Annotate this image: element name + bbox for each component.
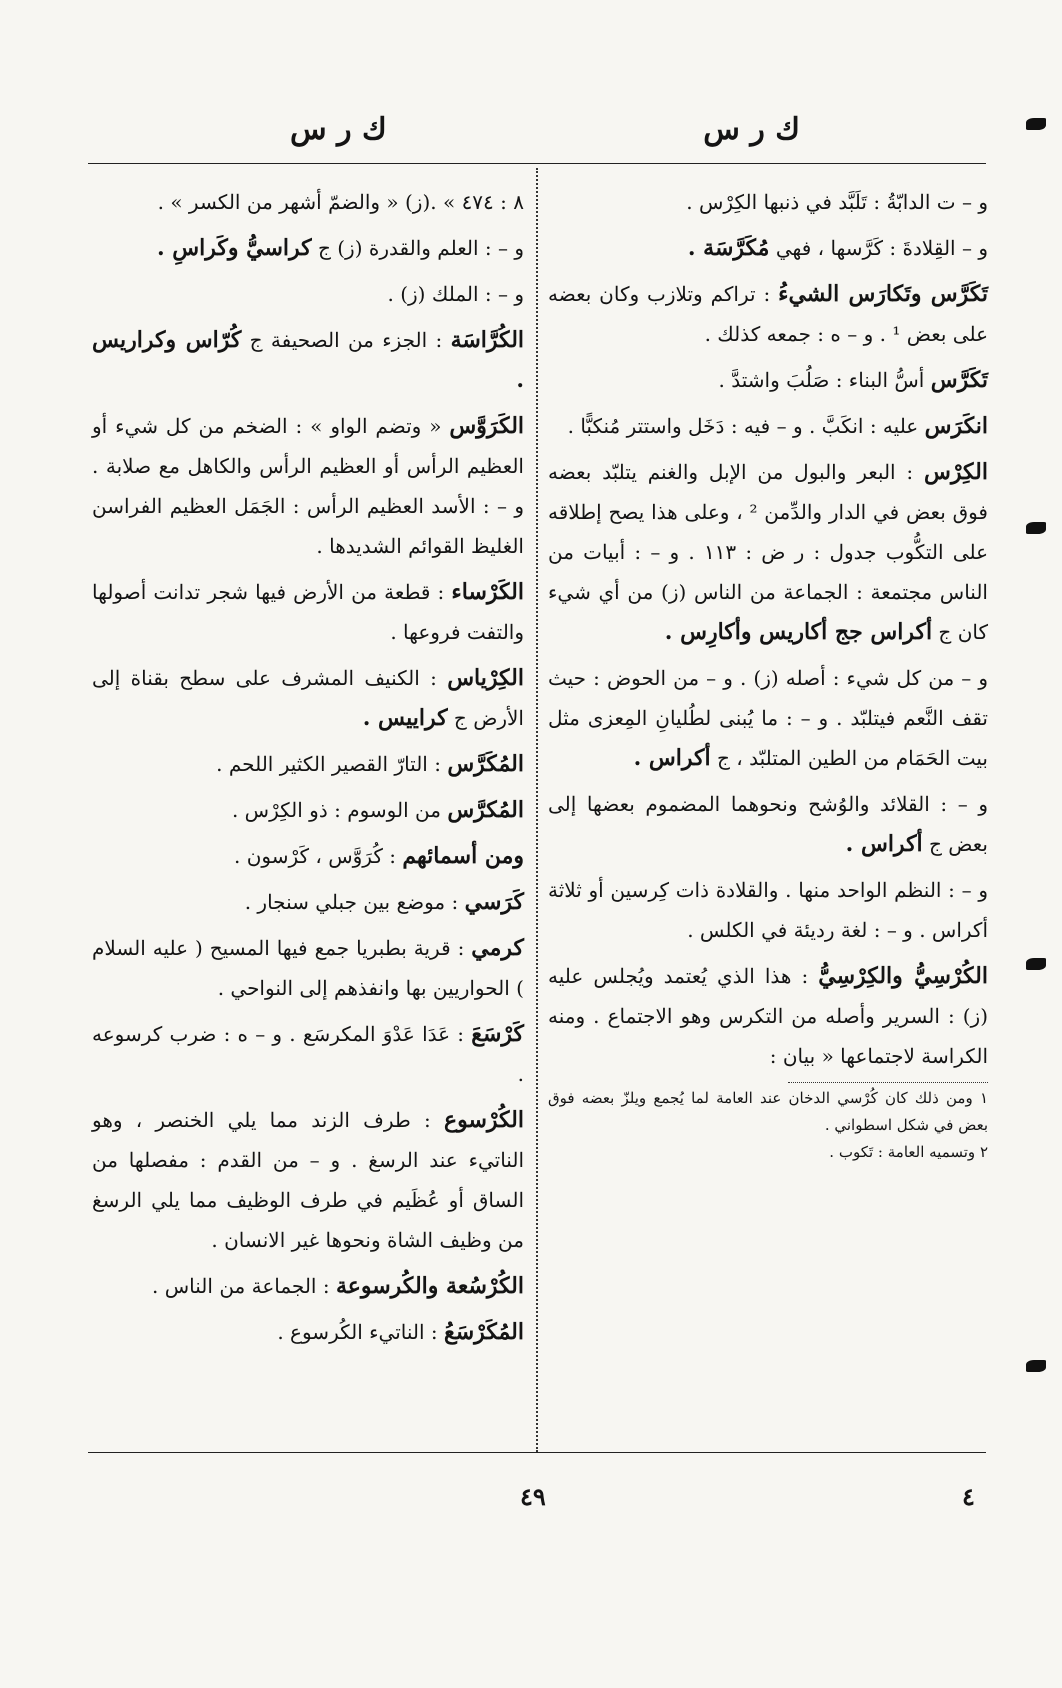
entry-definition: : عَدَا عَدْوَ المكرسَع . و – ه : ضرب كرسوعه .: [92, 1022, 524, 1086]
headword: كَرْسَعَ: [471, 1021, 525, 1047]
edge-mark: [1026, 522, 1046, 534]
dictionary-entry: [548, 452, 988, 652]
dictionary-entry: [92, 320, 524, 400]
entry-definition: و – من كل شيء : أصله (ز) . و – من الحوض : حيث تقف النَّعم فيتلبّد . و – : ما يُبنى لطُليانِ المِعزى مثل بيت الحَمَام من الطين المتلبّد ، ج: [548, 666, 988, 770]
edge-mark: [1026, 118, 1046, 130]
plural-form: كراسيُّ وكَراسِ .: [156, 235, 312, 261]
headword: الكِرْياس: [447, 665, 524, 691]
dictionary-entry: [548, 360, 988, 400]
right-column-entries: [548, 182, 988, 1076]
entry-definition: عليه : انكَبَّ . و – فيه : دَخَل واستتر مُنكبًّا .: [567, 414, 919, 438]
entry-definition: : البعر والبول من الإبل والغنم يتلبّد بعضه فوق بعض في الدار والدِّمن ² ، وعلى هذا يصح إطلاقه على التكُّوب جدول : ر ض : ١١٣ . و – : أبيات من الناس مجتمعة : الجماعة من الناس (ز) من أي شيء كان ج: [548, 460, 989, 644]
entry-definition: : الجماعة من الناس .: [152, 1274, 330, 1298]
entry-definition: : كُرَوَّس ، كَرْسون .: [234, 844, 396, 868]
dictionary-entry: [92, 228, 524, 268]
headword: تَكَرَّس وتَكارَس الشيءُ: [778, 281, 988, 307]
dictionary-entry: [92, 1266, 524, 1306]
entry-definition: و – : الملك (ز) .: [387, 282, 524, 306]
dictionary-entry: [548, 274, 988, 354]
entry-definition: من الوسوم : ذو الكِرْس .: [231, 798, 441, 822]
plural-form: أكراس .: [633, 745, 711, 771]
dictionary-entry: [92, 182, 524, 222]
dictionary-entry: [92, 744, 524, 784]
headword: الكُرْسِيُّ والكِرْسِيُّ: [818, 963, 988, 989]
running-head-right: ك ر س: [703, 112, 800, 147]
headword: الكُرْسُعة والكُرسوعة: [335, 1273, 524, 1299]
entry-definition: و – ت الدابّةُ : تَلَبَّد في ذنبها الكِرْس .: [686, 190, 988, 214]
headword: المُكرَّس: [447, 797, 524, 823]
headword: المُكَرَّس: [447, 751, 524, 777]
entry-definition: : الجزء من الصحيفة ج: [249, 328, 443, 352]
entry-definition: : موضع بين جبلي سنجار .: [244, 890, 459, 914]
headword: تَكَرَّس: [930, 367, 988, 393]
running-head-left: ك ر س: [290, 112, 387, 147]
top-rule: [88, 163, 986, 164]
plural-form: كراييس .: [362, 705, 448, 731]
entry-definition: : قرية بطبريا جمع فيها المسيح ( عليه السلام ) الحواريين بها وانفذهم إلى النواحي .: [92, 936, 524, 1000]
dictionary-entry: [548, 406, 988, 446]
page-number: ٤٩: [520, 1482, 546, 1511]
headword: الكَرْساء: [451, 579, 524, 605]
dictionary-entry: [548, 870, 988, 950]
dictionary-entry: [92, 274, 524, 314]
edge-mark: [1026, 1360, 1046, 1372]
dictionary-entry: [92, 1100, 524, 1260]
bottom-rule: [88, 1452, 986, 1453]
plural-form: مُكَرَّسَة .: [687, 235, 770, 261]
entry-definition: و – : القلائد والوُشح ونحوهما المضموم بعضها إلى بعض ج: [548, 792, 988, 856]
footnote: ٢ وتسميه العامة : تَكوب .: [829, 1143, 988, 1161]
footnote-separator: [788, 1082, 988, 1083]
footnotes: [548, 1085, 988, 1166]
dictionary-entry: [548, 956, 988, 1076]
left-column-entries: [92, 182, 524, 1352]
entry-definition: ٨ : ٤٧٤ » .(ز) « والضمّ أشهر من الكسر » .: [157, 190, 524, 214]
headword: كرمي: [471, 935, 524, 961]
entry-definition: : طرف الزند مما يلي الخنصر ، وهو الناتيء عند الرسغ . و – من القدم : مفصلها من الساق أو عُظَيم في طرف الوظيف مما يلي الرسغ من وظيف الشاة ونحوها غير الانسان .: [92, 1108, 524, 1252]
dictionary-entry: [548, 182, 988, 222]
entry-definition: و – : العلم والقدرة (ز) ج: [317, 236, 524, 260]
right-column: [548, 182, 988, 1166]
entry-definition: : الناتيء الكُرسوع .: [277, 1320, 438, 1344]
entry-definition: : التارّ القصير الكثير اللحم .: [216, 752, 441, 776]
dictionary-entry: [92, 1312, 524, 1352]
entry-definition: : قطعة من الأرض فيها شجر تدانت أصولها والتفت فروعها .: [92, 580, 524, 644]
plural-form: كُرّاس وكراريس .: [92, 327, 524, 393]
entry-definition: « وتضم الواو » : الضخم من كل شيء أو العظيم الرأس أو العظيم الرأس والكاهل مع صلابة . و – : الأسد العظيم الرأس : الجَمَل العظيم الفراسن الغليظ القوائم الشديدها .: [92, 414, 524, 558]
headword: الكُرَّاسَة: [450, 327, 525, 353]
dictionary-entry: [548, 228, 988, 268]
dictionary-entry: [92, 572, 524, 652]
headword: كَرَسي: [464, 889, 524, 915]
dictionary-entry: [92, 1014, 524, 1094]
dictionary-entry: [92, 790, 524, 830]
entry-definition: : الكنيف المشرف على سطح بقناة إلى الأرض ج: [92, 666, 524, 730]
headword: الكُرْسوع: [443, 1107, 524, 1133]
headword: الكَرَوَّس: [449, 413, 525, 439]
dictionary-entry: [92, 882, 524, 922]
entry-definition: و – القِلادةَ : كَرَّسها ، فهي: [775, 236, 988, 260]
headword: الكِرْس: [924, 459, 988, 485]
dictionary-entry: [548, 784, 988, 864]
headword: ومن أسمائهم: [402, 843, 524, 869]
column-divider: [536, 168, 538, 1452]
section-number: ٤: [962, 1482, 975, 1511]
entry-definition: : هذا الذي يُعتمد ويُجلس عليه (ز) : السرير وأصله من التكرس وهو الاجتماع . ومنه الكراسة لاجتماعها « بيان :: [548, 964, 988, 1068]
dictionary-entry: [92, 658, 524, 738]
plural-form: أكراس جج أكاريس وأكارِس .: [664, 619, 933, 645]
entry-definition: : تراكم وتلازب وكان بعضه على بعض ¹ . و – ه : جمعه كذلك .: [548, 282, 988, 346]
headword: المُكَرْسَعُ: [444, 1319, 524, 1345]
dictionary-entry: [548, 658, 988, 778]
entry-definition: و – : النظم الواحد منها . والقلادة ذات كِرسين أو ثلاثة أكراس . و – : لغة رديئة في الكلس .: [548, 878, 988, 942]
dictionary-entry: [92, 836, 524, 876]
dictionary-entry: [92, 406, 524, 566]
left-column: [92, 182, 524, 1358]
plural-form: أكراس .: [845, 831, 923, 857]
footnote: ١ ومن ذلك كان كُرْسي الدخان عند العامة لما يُجمع ويلزّ بعضه فوق بعض في شكل اسطواني .: [548, 1089, 988, 1134]
edge-mark: [1026, 958, 1046, 970]
entry-definition: أسُّ البناء : صَلُبَ واشتدَّ .: [718, 368, 925, 392]
headword: انكَرَس: [924, 413, 988, 439]
dictionary-entry: [92, 928, 524, 1008]
